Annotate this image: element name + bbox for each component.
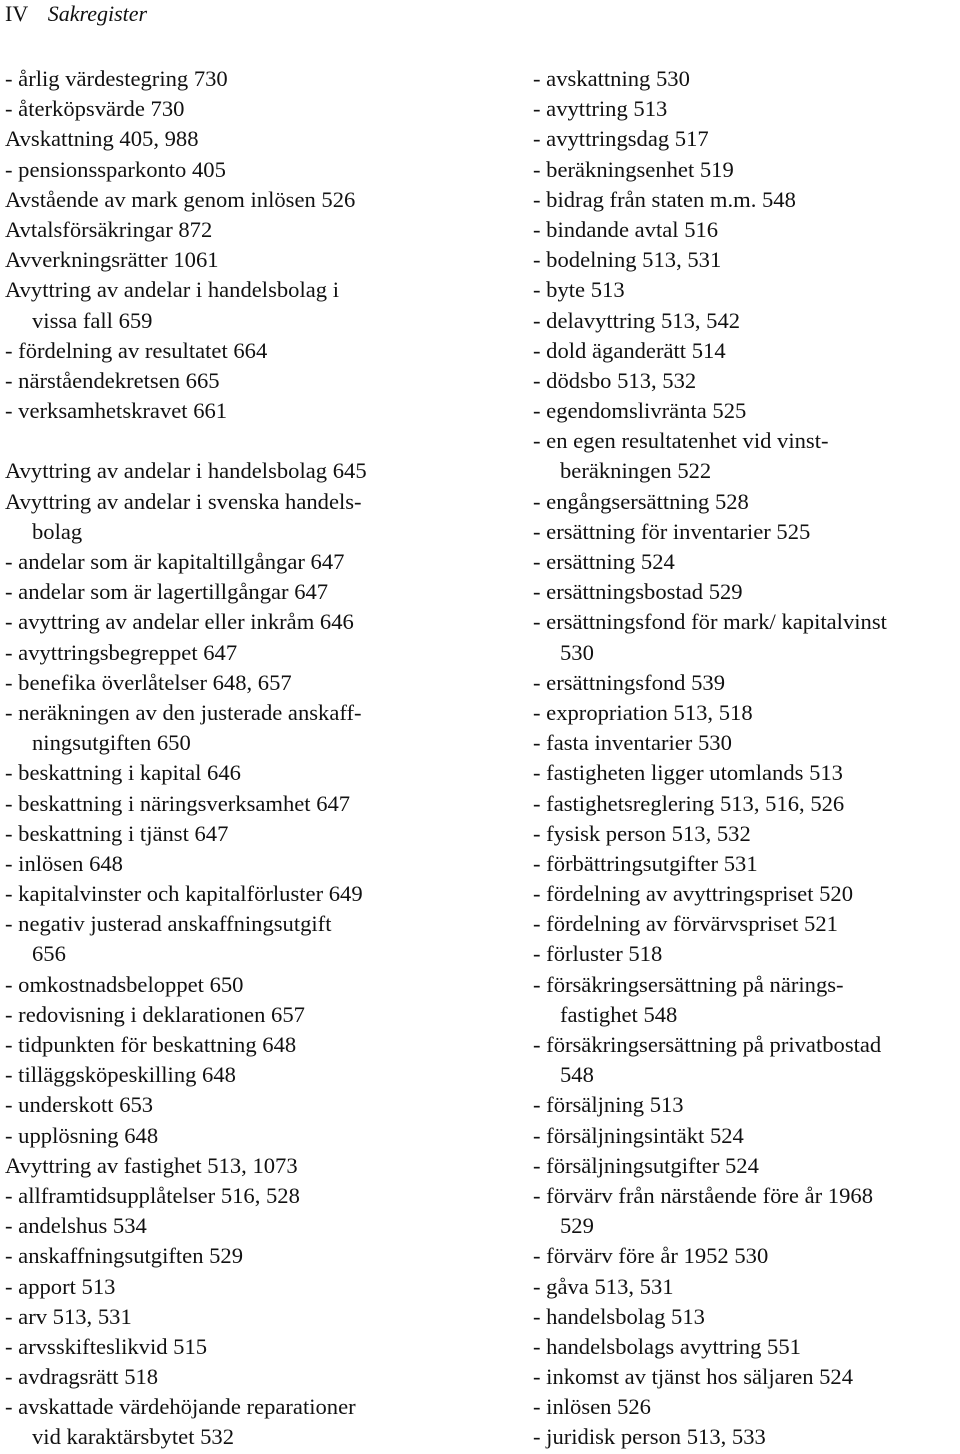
index-entry: - dödsbo 513, 532: [533, 367, 697, 393]
index-entry: - förbättringsutgifter 531: [533, 850, 758, 876]
index-entry: - andelar som är kapitaltillgångar 647: [5, 549, 345, 574]
index-entry: - förvärv före år 1952 530: [533, 1243, 769, 1269]
index-entry: - neräkningen av den justerade anskaff-: [5, 699, 362, 725]
index-entry: Avyttring av andelar i svenska handels-: [5, 488, 362, 514]
index-entry: - förvärv från närstående före år 1968: [533, 1182, 873, 1208]
index-entry: - fördelning av resultatet 664: [5, 337, 268, 363]
index-entry: - ersättning för inventarier 525: [533, 518, 811, 544]
index-entry: - ersättningsbostad 529: [533, 579, 743, 605]
chapter-number: IV: [5, 1, 29, 26]
index-entry: - inlösen 648: [5, 850, 123, 876]
index-entry: - avskattade värdehöjande reparationer: [5, 1394, 356, 1420]
index-entry: Avyttring av fastighet 513, 1073: [5, 1152, 298, 1178]
index-entry-continuation: vissa fall 659: [32, 307, 153, 333]
index-entry: - underskott 653: [5, 1092, 154, 1118]
page-title: Sakregister: [47, 1, 148, 26]
index-entry-continuation: 529: [560, 1213, 594, 1239]
index-entry: - apport 513: [5, 1273, 116, 1299]
index-entry: - byte 513: [533, 277, 625, 303]
index-entry: - handelsbolags avyttring 551: [533, 1333, 801, 1359]
index-entry: - negativ justerad anskaffningsutgift: [5, 911, 332, 937]
index-entry: - beskattning i tjänst 647: [5, 820, 229, 846]
index-entry: - omkostnadsbeloppet 650: [5, 971, 244, 997]
index-entry: - verksamhetskravet 661: [5, 398, 228, 424]
index-entry-continuation: 530: [560, 639, 594, 665]
index-entry: - avdragsrätt 518: [5, 1364, 159, 1390]
index-entry: - kapitalvinster och kapitalförluster 649: [5, 881, 363, 907]
index-entry: - engångsersättning 528: [533, 488, 749, 514]
index-entry: - inkomst av tjänst hos säljaren 524: [533, 1364, 854, 1390]
index-entry: - upplösning 648: [5, 1122, 159, 1148]
index-entry: - handelsbolag 513: [533, 1303, 705, 1329]
index-entry: - avyttringsbegreppet 647: [5, 639, 238, 665]
index-entry: - arv 513, 531: [5, 1303, 132, 1329]
index-entry: - avyttring 513: [533, 96, 668, 122]
index-entry: - juridisk person 513, 533: [533, 1424, 766, 1450]
index-entry: - fastigheten ligger utomlands 513: [533, 760, 843, 786]
index-entry: - ersättning 524: [533, 549, 675, 574]
index-entry: - avyttring av andelar eller inkråm 646: [5, 609, 354, 635]
index-entry: - avskattning 530: [533, 66, 690, 91]
index-entry-continuation: beräkningen 522: [560, 458, 712, 484]
index-entry: - delavyttring 513, 542: [533, 307, 741, 333]
index-entry: - arvsskifteslikvid 515: [5, 1333, 208, 1359]
index-entry: - andelar som är lagertillgångar 647: [5, 579, 329, 605]
index-entry: - tidpunkten för beskattning 648: [5, 1032, 297, 1057]
index-column-right: [533, 64, 958, 1453]
index-entry: - anskaffningsutgiften 529: [5, 1243, 244, 1269]
index-entry-continuation: 656: [32, 941, 66, 967]
index-entry: - beskattning i näringsverksamhet 647: [5, 790, 351, 816]
index-entry: - tilläggsköpeskilling 648: [5, 1062, 236, 1088]
index-entry: - närståendekretsen 665: [5, 367, 220, 393]
index-entry: - förluster 518: [533, 941, 663, 967]
index-entry: - en egen resultatenhet vid vinst-: [533, 428, 829, 454]
index-entry-continuation: bolag: [32, 518, 83, 544]
index-entry: - andelshus 534: [5, 1213, 147, 1239]
index-entry: - återköpsvärde 730: [5, 96, 185, 122]
index-entry: - fastighetsreglering 513, 516, 526: [533, 790, 845, 816]
index-entry: - bidrag från staten m.m. 548: [533, 186, 796, 212]
index-entry: - beräkningsenhet 519: [533, 156, 734, 182]
index-entry: - fördelning av förvärvspriset 521: [533, 911, 838, 937]
index-entry: - egendomslivränta 525: [533, 398, 747, 424]
index-entry: - fasta inventarier 530: [533, 730, 732, 756]
index-entry: - ersättningsfond 539: [533, 669, 726, 695]
index-entry: - försäkringsersättning på privatbostad: [533, 1032, 882, 1057]
index-entry: Avstående av mark genom inlösen 526: [5, 186, 356, 212]
index-entry: - allframtidsupplåtelser 516, 528: [5, 1182, 300, 1208]
index-entry-continuation: vid karaktärsbytet 532: [32, 1424, 235, 1450]
index-entry: - årlig värdestegring 730: [5, 66, 228, 91]
index-entry-continuation: ningsutgiften 650: [32, 730, 191, 756]
index-column-left: [5, 64, 505, 1453]
index-entry: - inlösen 526: [533, 1394, 651, 1420]
index-entry: - fysisk person 513, 532: [533, 820, 751, 846]
index-entry: - försäkringsersättning på närings-: [533, 971, 844, 997]
index-entry: - försäljningsintäkt 524: [533, 1122, 744, 1148]
index-entry: - gåva 513, 531: [533, 1273, 674, 1299]
index-entry: - försäljningsutgifter 524: [533, 1152, 759, 1178]
index-entry: - bodelning 513, 531: [533, 247, 722, 273]
index-entry: - avyttringsdag 517: [533, 126, 709, 152]
index-entry: - fördelning av avyttringspriset 520: [533, 881, 854, 907]
index-entry: Avtalsförsäkringar 872: [5, 216, 213, 242]
index-entry-continuation: 548: [560, 1062, 594, 1088]
index-entry: Avverkningsrätter 1061: [5, 247, 219, 273]
index-entry: - försäljning 513: [533, 1092, 684, 1118]
index-entry: - bindande avtal 516: [533, 216, 719, 242]
index-entry: - expropriation 513, 518: [533, 699, 753, 725]
index-entry: Avskattning 405, 988: [5, 126, 199, 152]
page-header: [5, 0, 147, 28]
index-entry: - ersättningsfond för mark/ kapitalvinst: [533, 609, 887, 635]
index-entry: - redovisning i deklarationen 657: [5, 1001, 305, 1027]
index-entry: - dold äganderätt 514: [533, 337, 726, 363]
index-entry: - beskattning i kapital 646: [5, 760, 241, 786]
index-entry: - pensionssparkonto 405: [5, 156, 226, 182]
index-entry: [5, 426, 505, 456]
index-entry-continuation: fastighet 548: [560, 1001, 678, 1027]
index-entry: Avyttring av andelar i handelsbolag 645: [5, 458, 367, 484]
index-entry: - benefika överlåtelser 648, 657: [5, 669, 292, 695]
index-entry: Avyttring av andelar i handelsbolag i: [5, 277, 339, 303]
